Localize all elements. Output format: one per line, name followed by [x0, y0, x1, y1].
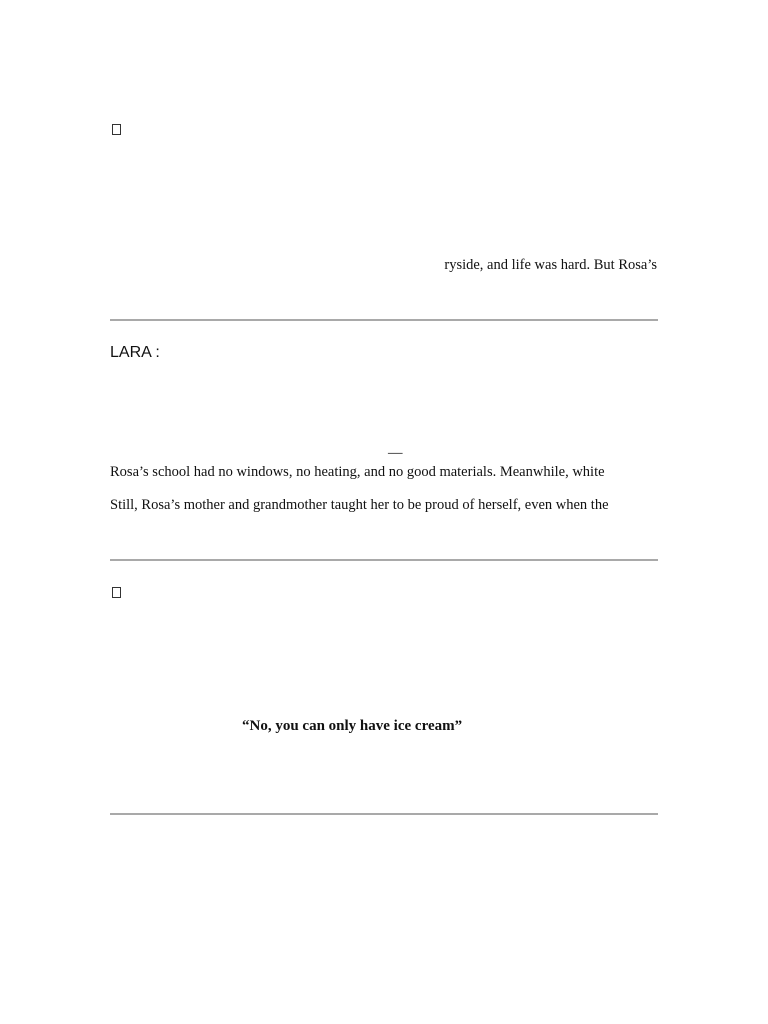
body-text-line: Rosa’s school had no windows, no heating, and no good materials. Meanwhile, white [110, 464, 605, 480]
section-divider [110, 559, 658, 561]
section-divider [110, 813, 658, 815]
body-text-line: ryside, and life was hard. But Rosa’s [444, 257, 657, 273]
missing-glyph-icon [112, 124, 121, 135]
em-dash: — [388, 445, 403, 461]
missing-glyph-icon [112, 587, 121, 598]
quote-text: “No, you can only have ice cream” [242, 718, 463, 734]
body-text-line: Still, Rosa’s mother and grandmother taught her to be proud of herself, even when the [110, 497, 609, 513]
speaker-label: LARA : [110, 344, 160, 361]
section-divider [110, 319, 658, 321]
